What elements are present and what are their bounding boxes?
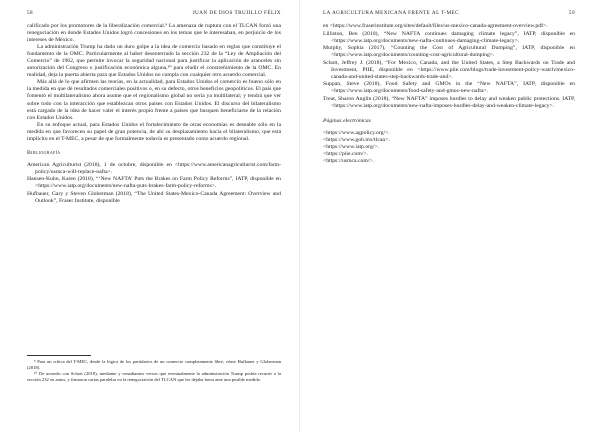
bibliography-entry: Hufbauer, Gary y Steven Globerman (2018), “The United States-Mexico-Canada Agreement: Overview and Outlook”, Fraser Institute, disponible — [27, 190, 281, 205]
reference-entry: Schott, Jeffrey J. (2018), “For Mexico, Canada, and the United States, a Step Backwards on Trade and Investment, PIIE, disponible en <https://www.piie.com/blogs/trade-investment-policy-watch/mexico-canada-and-united-states-step-backwards-trade-and>. — [323, 59, 575, 80]
web-page-link[interactable]: <https://usmca.com/>. — [323, 158, 374, 165]
left-body-text — [27, 23, 281, 143]
paragraph: La administración Trump ha dado un duro golpe a la idea de comercio basado en reglas que constituye el fundamento de la OMC. Particularmente al haber desenterrado la sección 232 de la “Ley de Ampliación del Comercio” de 1962, que permite invocar la seguridad nacional para justificar la aplicación de aranceles sin autorización del Congreso o justificación económica alguna,¹⁰ para eludir el constreñimiento de la OMC. En realidad, deja la puerta abierta para que Estados Unidos no cumpla con cualquier otro acuerdo comercial. — [27, 44, 281, 79]
reference-entry: Treat, Sharon Anglin (2018), “New NAFTA” imposes hurdles to delay and weaken public protections. IATP, <https://www.iatp.org/documents/new-nafta-imposes-hurdles-delay-and-weaken-climate-legacy>. — [323, 95, 575, 110]
bibliography-list — [27, 162, 281, 205]
right-page-number: 59 — [568, 10, 575, 16]
left-page-number: 58 — [27, 10, 34, 16]
paragraph: En su enfoque actual, para Estados Unidos el fortalecimiento de otras economías es deseable sólo en la medida en que favorecen su papel de gran potencia, de ahí su desplazamiento hacia el bilateralismo, que está implícito en el T-MEC, a pesar de que formalmente todavía es presentado como acuerdo regional. — [27, 121, 281, 142]
bibliography-heading: Bibliografía — [27, 149, 61, 156]
web-page-link[interactable]: <https://www.gob.mx/tlcan>. — [323, 137, 390, 144]
paragraph: calificado por los promotores de la liberalización comercial.⁹ La amenaza de ruptura con el TLCAN forzó una renegociación en donde Estados Unidos logró concesiones en los temas que le interesaban, en perjuicio de los intereses de México. — [27, 23, 281, 44]
footnote: ⁹ Para un crítica del T-MEC, desde la lógica de los partidarios de un comercio completamente libre, véase Hufbauer y Globerman (2018). — [27, 359, 281, 370]
left-running-head — [27, 10, 281, 16]
paragraph: Más allá de lo que afirmen las teorías, en la actualidad, para Estados Unidos el comercio es bueno sólo en la medida en que dé resultados comerciales positivos o, en su defecto, otros beneficios geopolíticos. El país que fomentó el multilateralismo ahora asume que el regionalismo global no sería ya multilateral; y tendrá que ver sobre todo con la interacción que establezcan otros países con Estados Unidos. El discurso del bilateralismo está cargado de la idea de hacer valer el interés propio frente a países que busquen beneficiarse de la relación con Estados Unidos. — [27, 79, 281, 121]
reference-entry: en <https://www.fraserinstitute.org/sites/default/files/us-mexico-canada-agreement-overview.pdf>. — [323, 23, 548, 29]
bibliography-entry: Hansen-Kuhn, Karen (2018), “‘New NAFTA’ Puts the Brakes on Farm Policy Reforms”, IATP, disponible en <https://www.iatp.org/documents/new-nafta-puts-brakes-farm-policy-reforms>. — [27, 176, 281, 190]
right-running-head — [323, 10, 575, 16]
reference-list — [323, 23, 575, 110]
web-pages-heading: Páginas electrónicas — [323, 118, 371, 125]
footnotes — [27, 355, 281, 384]
footnote-rule — [27, 355, 91, 356]
footnote: ¹⁰ De acuerdo con Schott (2018), mediante y cenadianses versos que eventualmente la administración Trump podría recurrir a la sección 232 en autos, y firmaron cartas paralelas en la renegociación del TLCAN que les dejaba fuera ante una posible medida. — [27, 371, 281, 383]
web-page-link[interactable]: <https://www.iatp.org/>. — [323, 144, 380, 151]
web-pages-list — [323, 130, 575, 165]
right-running-title: LA AGRICULTURA MEXICANA FRENTE AL T-MEC — [323, 10, 460, 16]
left-running-title: JUAN DE DIOS TRUJILLO FÉLIX — [192, 10, 281, 16]
reference-entry: Murphy, Sophia (2017), “Counting the Cost of Agricultural Dumping”, IATP, disponible en <https://www.iatp.org/documents/counting-cost-agricultural-dumping>. — [323, 45, 575, 59]
bibliography-entry: American Agriculturist (2018), 1 de octubre, disponible en <https://www.americanagriculturist.com/farm-policy/usmca-will-replace-nafta>. — [27, 161, 281, 175]
web-page-link[interactable]: <https://www.agpolicy.org/>. — [323, 130, 390, 137]
reference-entry: Suppan, Steve (2018), Food Safety and GMOs in the “New NAFTA”, IATP, disponible en <https://www.iatp.org/documents/food-safety-and-gmos-new-nafta>. — [323, 81, 575, 95]
web-page-link[interactable]: <https://piie.com/>. — [323, 151, 368, 158]
right-page — [300, 0, 600, 431]
reference-entry: Lilliston, Ben (2018), “New NAFTA continues damaging climate legacy”, IATP, disponible en <https://www.iatp.org/documents/new-nafta-continues-damaging-climate-legacy>. — [323, 30, 575, 44]
